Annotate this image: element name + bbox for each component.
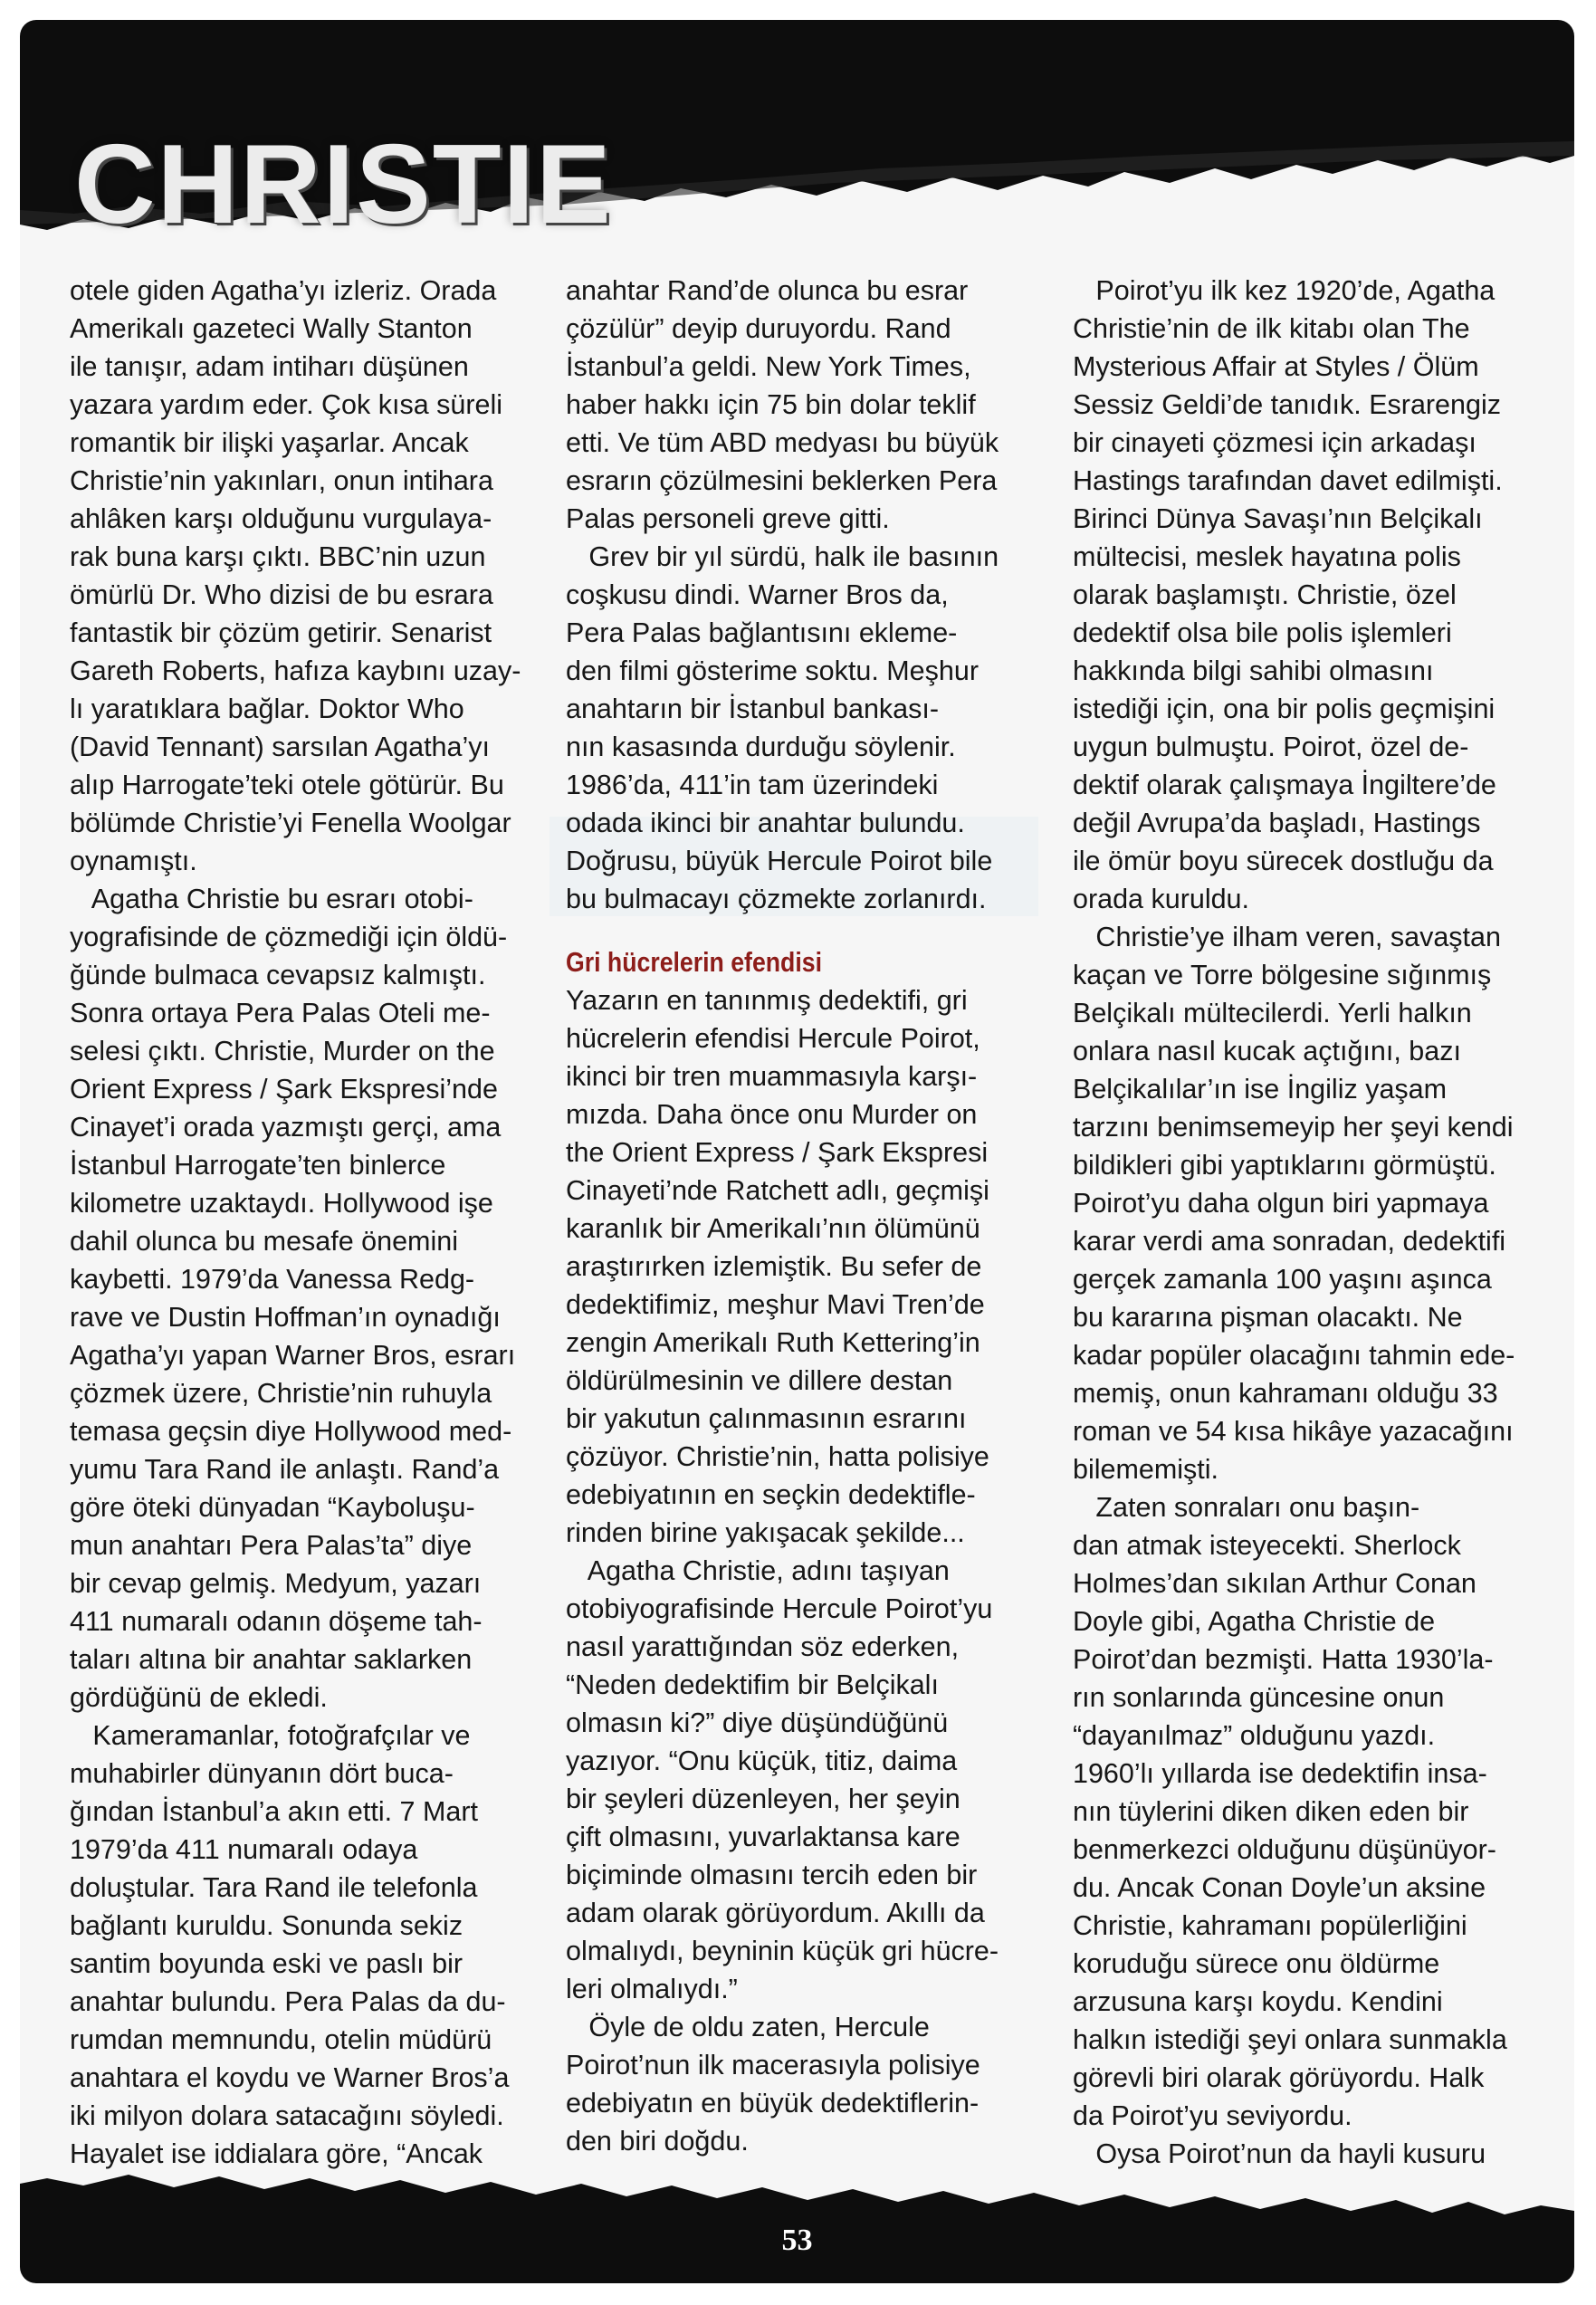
text-line: bu kararına pişman olacaktı. Ne	[1073, 1302, 1463, 1333]
text-line: Oysa Poirot’nun da hayli kusuru	[1073, 2138, 1486, 2169]
text-line: istediği için, ona bir polis geçmişini	[1073, 693, 1496, 724]
text-line: Sonra ortaya Pera Palas Oteli me-	[70, 998, 491, 1028]
text-line: 411 numaralı odanın döşeme tah-	[70, 1606, 483, 1637]
text-line: adam olarak görüyordum. Akıllı da	[566, 1898, 985, 1928]
text-line: biçiminde olmasını tercih eden bir	[566, 1860, 978, 1890]
text-line: edebiyatının en seçkin dedektifle-	[566, 1479, 976, 1510]
text-line: (David Tennant) sarsılan Agatha’yı	[70, 732, 490, 762]
text-line: Doğrusu, büyük Hercule Poirot bile	[566, 846, 993, 876]
text-line: dektif olarak çalışmaya İngiltere’de	[1073, 770, 1496, 800]
text-line: araştırırken izlemiştik. Bu sefer de	[566, 1251, 982, 1282]
masthead-title: CHRISTIE	[74, 122, 613, 247]
text-line: bildikleri gibi yaptıklarını görmüştü.	[1073, 1150, 1496, 1181]
text-line: onlara nasıl kucak açtığını, bazı	[1073, 1036, 1461, 1066]
text-line: arzusuna karşı koydu. Kendini	[1073, 1986, 1443, 2017]
text-line: haber hakkı için 75 bin dolar teklif	[566, 389, 976, 420]
text-line: bir cevap gelmiş. Medyum, yazarı	[70, 1568, 482, 1599]
text-line: gördüğünü de ekledi.	[70, 1682, 328, 1713]
text-line: Cinayeti’nde Ratchett adlı, geçmişi	[566, 1175, 989, 1206]
text-line: nasıl yarattığından söz ederken,	[566, 1631, 960, 1662]
text-line: otobiyografisinde Hercule Poirot’yu	[566, 1593, 993, 1624]
text-line: otele giden Agatha’yı izleriz. Orada	[70, 275, 497, 306]
text-line: rumdan memnundu, otelin müdürü	[70, 2024, 492, 2055]
text-line: olmasın ki?” diye düşündüğünü	[566, 1707, 949, 1738]
text-line: odada ikinci bir anahtar bulundu.	[566, 808, 965, 838]
text-line: dan atmak isteyecekti. Sherlock	[1073, 1530, 1461, 1561]
text-line: değil Avrupa’da başladı, Hastings	[1073, 808, 1481, 838]
text-line: Palas personeli greve gitti.	[566, 503, 890, 534]
text-line: ile ömür boyu sürecek dostluğu da	[1073, 846, 1494, 876]
column-3	[1073, 272, 1562, 2173]
text-line: doluştular. Tara Rand ile telefonla	[70, 1872, 478, 1903]
text-line: Cinayet’i orada yazmıştı gerçi, ama	[70, 1112, 502, 1143]
text-line: çözüyor. Christie’nin, hatta polisiye	[566, 1441, 989, 1472]
text-line: görevli biri olarak görüyordu. Halk	[1073, 2062, 1485, 2093]
text-line: bir şeyleri düzenleyen, her şeyin	[566, 1784, 960, 1814]
text-line: benmerkezci olduğunu düşünüyor-	[1073, 1834, 1496, 1865]
text-line: roman ve 54 kısa hikâye yazacağını	[1073, 1416, 1514, 1447]
text-line: Gareth Roberts, hafıza kaybını uzay-	[70, 655, 521, 686]
text-line: taları altına bir anahtar saklarken	[70, 1644, 473, 1675]
text-line: ğından İstanbul’a akın etti. 7 Mart	[70, 1796, 478, 1827]
text-line: ahlâken karşı olduğunu vurgulaya-	[70, 503, 492, 534]
text-line: 1986’da, 411’in tam üzerindeki	[566, 770, 939, 800]
text-line: İstanbul Harrogate’ten binlerce	[70, 1150, 446, 1181]
text-line: kaçan ve Torre bölgesine sığınmış	[1073, 960, 1492, 990]
text-line: gerçek zamanla 100 yaşını aşınca	[1073, 1264, 1492, 1295]
text-line: mültecisi, meslek hayatına polis	[1073, 541, 1461, 572]
text-line: edebiyatın en büyük dedektiflerin-	[566, 2088, 980, 2118]
text-line: Zaten sonraları onu başın-	[1073, 1492, 1420, 1523]
text-line: dahil olunca bu mesafe önemini	[70, 1226, 458, 1257]
text-line: Agatha Christie bu esrarı otobi-	[70, 884, 473, 914]
text-line: Yazarın en tanınmış dedektifi, gri	[566, 985, 968, 1016]
text-line: tarzını benimsemeyip her şeyi kendi	[1073, 1112, 1514, 1143]
text-line: anahtarın bir İstanbul bankası-	[566, 693, 940, 724]
text-line: kadar popüler olacağını tahmin ede-	[1073, 1340, 1515, 1371]
text-line: dedektifimiz, meşhur Mavi Tren’de	[566, 1289, 985, 1320]
text-line: Agatha Christie, adını taşıyan	[566, 1555, 950, 1586]
text-line: Christie’nin yakınları, onun intihara	[70, 465, 493, 496]
text-line: anahtara el koydu ve Warner Bros’a	[70, 2062, 510, 2093]
text-line: rave ve Dustin Hoffman’ın oynadığı	[70, 1302, 501, 1333]
text-line: ikinci bir tren muammasıyla karşı-	[566, 1061, 978, 1092]
text-line: yazıyor. “Onu küçük, titiz, daima	[566, 1745, 958, 1776]
text-line: romantik bir ilişki yaşarlar. Ancak	[70, 427, 469, 458]
text-line: 1960’lı yıllarda ise dedektifin insa-	[1073, 1758, 1487, 1789]
text-line: Poirot’dan bezmişti. Hatta 1930’la-	[1073, 1644, 1494, 1675]
text-line: olarak başlamıştı. Christie, özel	[1073, 579, 1457, 610]
text-line: halkın istediği şeyi onlara sunmakla	[1073, 2024, 1507, 2055]
text-line: den biri doğdu.	[566, 2126, 749, 2157]
text-line: yazara yardım eder. Çok kısa süreli	[70, 389, 503, 420]
text-line: zengin Amerikalı Ruth Kettering’in	[566, 1327, 980, 1358]
text-line: rinden birine yakışacak şekilde...	[566, 1517, 965, 1548]
text-line: Doyle gibi, Agatha Christie de	[1073, 1606, 1436, 1637]
text-line: hücrelerin efendisi Hercule Poirot,	[566, 1023, 980, 1054]
text-line: Birinci Dünya Savaşı’nın Belçikalı	[1073, 503, 1483, 534]
text-line: yumu Tara Rand ile anlaştı. Rand’a	[70, 1454, 500, 1485]
text-line: Holmes’dan sıkılan Arthur Conan	[1073, 1568, 1477, 1599]
text-line: nın tüylerini diken diken eden bir	[1073, 1796, 1469, 1827]
magazine-page	[20, 20, 1574, 2283]
text-line: Hayalet ise iddialara göre, “Ancak	[70, 2138, 483, 2169]
text-line: Hastings tarafından davet edilmişti.	[1073, 465, 1503, 496]
text-line: anahtar bulundu. Pera Palas da du-	[70, 1986, 506, 2017]
text-line: orada kuruldu.	[1073, 884, 1249, 914]
text-line: muhabirler dünyanın dört buca-	[70, 1758, 454, 1789]
text-line: karanlık bir Amerikalı’nın ölümünü	[566, 1213, 980, 1244]
text-line: etti. Ve tüm ABD medyası bu büyük	[566, 427, 999, 458]
text-line: Pera Palas bağlantısını ekleme-	[566, 617, 958, 648]
text-line: Orient Express / Şark Ekspresi’nde	[70, 1074, 498, 1105]
text-line: da Poirot’yu seviyordu.	[1073, 2100, 1352, 2131]
text-line: rın sonlarında güncesine onun	[1073, 1682, 1445, 1713]
text-line: temasa geçsin diye Hollywood med-	[70, 1416, 512, 1447]
text-line: esrarın çözülmesini beklerken Pera	[566, 465, 998, 496]
text-line: Belçikalılar’ın ise İngiliz yaşam	[1073, 1074, 1448, 1105]
text-line: mun anahtarı Pera Palas’ta” diye	[70, 1530, 473, 1561]
text-line: 1979’da 411 numaralı odaya	[70, 1834, 418, 1865]
text-line: Poirot’yu daha olgun biri yapmaya	[1073, 1188, 1489, 1219]
text-line: “Neden dedektifim bir Belçikalı	[566, 1669, 939, 1700]
text-line: Agatha’yı yapan Warner Bros, esrarı	[70, 1340, 516, 1371]
text-line: uygun bulmuştu. Poirot, özel de-	[1073, 732, 1469, 762]
text-line: kaybetti. 1979’da Vanessa Redg-	[70, 1264, 475, 1295]
text-line: oynamıştı.	[70, 846, 197, 876]
text-line: nın kasasında durduğu söylenir.	[566, 732, 956, 762]
text-line: bölümde Christie’yi Fenella Woolgar	[70, 808, 511, 838]
text-line: anahtar Rand’de olunca bu esrar	[566, 275, 969, 306]
text-line: hakkında bilgi sahibi olmasını	[1073, 655, 1434, 686]
text-line: santim boyunda eski ve paslı bir	[70, 1948, 463, 1979]
text-line: the Orient Express / Şark Ekspresi	[566, 1137, 989, 1168]
section-spacer	[566, 918, 1055, 943]
text-line: memiş, onun kahramanı olduğu 33	[1073, 1378, 1498, 1409]
text-line: yografisinde de çözmediği için öldü-	[70, 922, 508, 952]
text-line: Sessiz Geldi’de tanıdık. Esrarengiz	[1073, 389, 1501, 420]
text-line: lı yaratıklara bağlar. Doktor Who	[70, 693, 464, 724]
text-line: den filmi gösterime soktu. Meşhur	[566, 655, 979, 686]
text-line: “dayanılmaz” olduğunu yazdı.	[1073, 1720, 1436, 1751]
text-line: Belçikalı mültecilerdi. Yerli halkın	[1073, 998, 1472, 1028]
text-line: karar verdi ama sonradan, dedektifi	[1073, 1226, 1506, 1257]
text-line: ğünde bulmaca cevapsız kalmıştı.	[70, 960, 486, 990]
column-1	[70, 272, 559, 2173]
text-line: çözmek üzere, Christie’nin ruhuyla	[70, 1378, 492, 1409]
text-line: Grev bir yıl sürdü, halk ile basının	[566, 541, 999, 572]
text-line: Amerikalı gazeteci Wally Stanton	[70, 313, 473, 344]
text-line: göre öteki dünyadan “Kayboluşu-	[70, 1492, 475, 1523]
text-line: ömürlü Dr. Who dizisi de bu esrara	[70, 579, 493, 610]
text-line: bu bulmacayı çözmekte zorlanırdı.	[566, 884, 987, 914]
text-line: Poirot’yu ilk kez 1920’de, Agatha	[1073, 275, 1496, 306]
text-line: Christie’nin de ilk kitabı olan The	[1073, 313, 1470, 344]
text-line: rak buna karşı çıktı. BBC’nin uzun	[70, 541, 486, 572]
text-line: Kameramanlar, fotoğrafçılar ve	[70, 1720, 471, 1751]
text-line: olmalıydı, beyninin küçük gri hücre-	[566, 1936, 999, 1966]
text-line: leri olmalıydı.”	[566, 1974, 738, 2004]
text-line: bir cinayeti çözmesi için arkadaşı	[1073, 427, 1477, 458]
text-line: kilometre uzaktaydı. Hollywood işe	[70, 1188, 493, 1219]
text-line: dedektif olsa bile polis işlemleri	[1073, 617, 1452, 648]
text-line: ile tanışır, adam intiharı düşünen	[70, 351, 469, 382]
text-line: çözülür” deyip duruyordu. Rand	[566, 313, 951, 344]
text-line: Öyle de oldu zaten, Hercule	[566, 2012, 930, 2042]
text-line: İstanbul’a geldi. New York Times,	[566, 351, 971, 382]
page-number: 53	[781, 2224, 813, 2257]
text-line: alıp Harrogate’teki otele götürür. Bu	[70, 770, 504, 800]
text-line: Mysterious Affair at Styles / Ölüm	[1073, 351, 1479, 382]
text-line: du. Ancak Conan Doyle’un aksine	[1073, 1872, 1486, 1903]
text-line: bir yakutun çalınmasının esrarını	[566, 1403, 967, 1434]
text-line: çift olmasını, yuvarlaktansa kare	[566, 1822, 960, 1852]
text-line: bağlantı kuruldu. Sonunda sekiz	[70, 1910, 464, 1941]
text-line: öldürülmesinin ve dillere destan	[566, 1365, 953, 1396]
text-line: Poirot’nun ilk macerasıyla polisiye	[566, 2050, 980, 2080]
text-line: iki milyon dolara satacağını söyledi.	[70, 2100, 504, 2131]
text-line: coşkusu dindi. Warner Bros da,	[566, 579, 949, 610]
text-line: fantastik bir çözüm getirir. Senarist	[70, 617, 492, 648]
text-line: Christie’ye ilham veren, savaştan	[1073, 922, 1501, 952]
text-line: Christie, kahramanı popülerliğini	[1073, 1910, 1467, 1941]
text-line: selesi çıktı. Christie, Murder on the	[70, 1036, 495, 1066]
section-heading: Gri hücrelerin efendisi	[566, 946, 822, 978]
text-line: koruduğu sürece onu öldürme	[1073, 1948, 1440, 1979]
text-line: mızda. Daha önce onu Murder on	[566, 1099, 978, 1130]
text-line: bilememişti.	[1073, 1454, 1219, 1485]
column-2	[566, 272, 1055, 2160]
